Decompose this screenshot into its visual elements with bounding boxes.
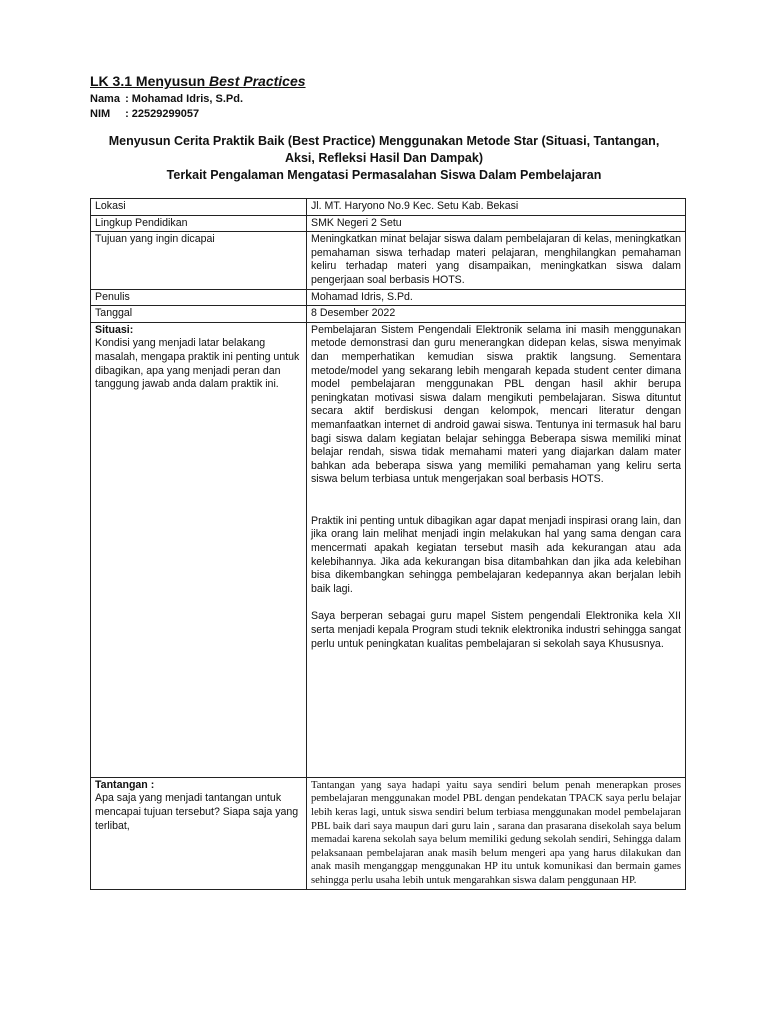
situasi-content (307, 322, 686, 777)
row-penulis (91, 289, 686, 306)
situasi-label-cell (91, 322, 307, 777)
lokasi-label: Lokasi (91, 199, 307, 216)
lingkup-label: Lingkup Pendidikan (91, 215, 307, 232)
penulis-label: Penulis (91, 289, 307, 306)
heading-line-3: Terkait Pengalaman Mengatasi Permasalahan Siswa Dalam Pembelajaran (166, 168, 602, 182)
tujuan-value: Meningkatkan minat belajar siswa dalam pembelajaran di kelas, meningkatkan pemahaman siswa terhadap materi pelajaran, menghilangkan pemahaman keliru terhadap materi yang disampaikan, meningkatkan siswa dalam pengerjaan soal berbasis HOTS. (307, 232, 686, 289)
nama-label: Nama (90, 93, 120, 105)
tantangan-label-cell (91, 777, 307, 889)
document-title (90, 73, 306, 89)
row-situasi (91, 322, 686, 777)
situasi-prompt: Kondisi yang menjadi latar belakang masalah, mengapa praktik ini penting untuk dibagikan, apa yang menjadi peran dan tanggung jawab anda dalam praktik ini. (95, 337, 300, 391)
lingkup-value: SMK Negeri 2 Setu (307, 215, 686, 232)
tujuan-label: Tujuan yang ingin dicapai (91, 232, 307, 289)
heading-line-2: Aksi, Refleksi Hasil Dan Dampak) (285, 151, 483, 165)
situasi-label: Situasi: (95, 323, 134, 336)
penulis-value: Mohamad Idris, S.Pd. (307, 289, 686, 306)
row-lingkup (91, 215, 686, 232)
nama-value: : Mohamad Idris, S.Pd. (125, 93, 244, 105)
nama-line (90, 93, 243, 105)
lokasi-value: Jl. MT. Haryono No.9 Kec. Setu Kab. Bekasi (307, 199, 686, 216)
row-tanggal (91, 306, 686, 323)
tanggal-value: 8 Desember 2022 (307, 306, 686, 323)
best-practice-table (90, 198, 686, 890)
row-lokasi (91, 199, 686, 216)
row-tujuan (91, 232, 686, 289)
title-emphasis: Best Practices (209, 73, 306, 89)
nim-label: NIM (90, 108, 111, 120)
heading-line-1: Menyusun Cerita Praktik Baik (Best Practice) Menggunakan Metode Star (Situasi, Tantangan, (108, 134, 660, 148)
row-tantangan (91, 777, 686, 889)
nim-value: : 22529299057 (125, 108, 200, 120)
nim-line (90, 108, 199, 120)
title-prefix: LK 3.1 Menyusun (90, 73, 210, 89)
tantangan-label: Tantangan : (95, 778, 155, 791)
tanggal-label: Tanggal (91, 306, 307, 323)
situasi-paragraph-1: Pembelajaran Sistem Pengendali Elektronik selama ini masih menggunakan metode demonstrasi dan guru menerangkan didepan kelas, siswa menyimak dan memperhatikan kemudian siswa praktik langsung. Sementara metode/model yang sekarang lebih mengarah kepada student center dimana model pembelajaran menggunakan PBL dengan hasil akhir berupa peningkatan motivasi siswa dalam mengikuti pembelajaran. Siswa dituntut secara aktif berdiskusi dengan kelompok, mencari literatur dengan memanfaatkan internet di android gawai siswa. Tentunya ini termasuk hal baru bagi siswa dalam kegiatan belajar sehingga Beberapa siswa memiliki minat belajar rendah, siswa tidak memahami materi yang diajarkan dalam mater bahkan ada beberapa siswa yang memiliki pemahaman yang keliru serta siswa belum terbiasa untuk mengerjakan soal berbasis HOTS. (311, 323, 681, 486)
situasi-paragraph-3: Saya berperan sebagai guru mapel Sistem pengendali Elektronika kela XII serta menjadi kepala Program studi teknik elektronika industri sehingga sangat perlu untuk peningkatan kualitas pembelajaran si sekolah saya Khususnya. (311, 610, 681, 650)
tantangan-value: Tantangan yang saya hadapi yaitu saya sendiri belum penah menerapkan proses pembelajaran menggunakan model PBL dengan pendekatan TPACK saya perlu belajar lebih keras lagi, untuk siswa sendiri belum terbiasa menggunakan model pembelajaran PBL baik dari saya maupun dari guru lain , sarana dan prasarana disekolah saya belum memadai karena sekolah saya belum memiliki gedung sekolah sendiri, Sehingga dalam pelaksanaan pembelajaran anak masih belum mengeri apa yang harus dilakukan dan anak masih menganggap menggunakan HP itu untuk komunikasi dan bermain games sehingga perlu usaha lebih untuk mengarahkan siswa dalam penggunaan HP. (307, 777, 686, 889)
tantangan-prompt: Apa saja yang menjadi tantangan untuk mencapai tujuan tersebut? Siapa saja yang terlibat, (95, 792, 299, 832)
situasi-paragraph-2: Praktik ini penting untuk dibagikan agar dapat menjadi inspirasi orang lain, dan jika orang lain melihat menjadi ingin melakukan hal yang sama dengan cara mencermati apakah kegiatan tersebut masih ada kekurangan atau ada kelebihannya. Jika ada kekurangan bisa ditambahkan dan jika ada kelebihan bisa dikembangkan sehingga pembelajaran kedepannya akan berjalan lebih baik lagi. (311, 514, 681, 595)
